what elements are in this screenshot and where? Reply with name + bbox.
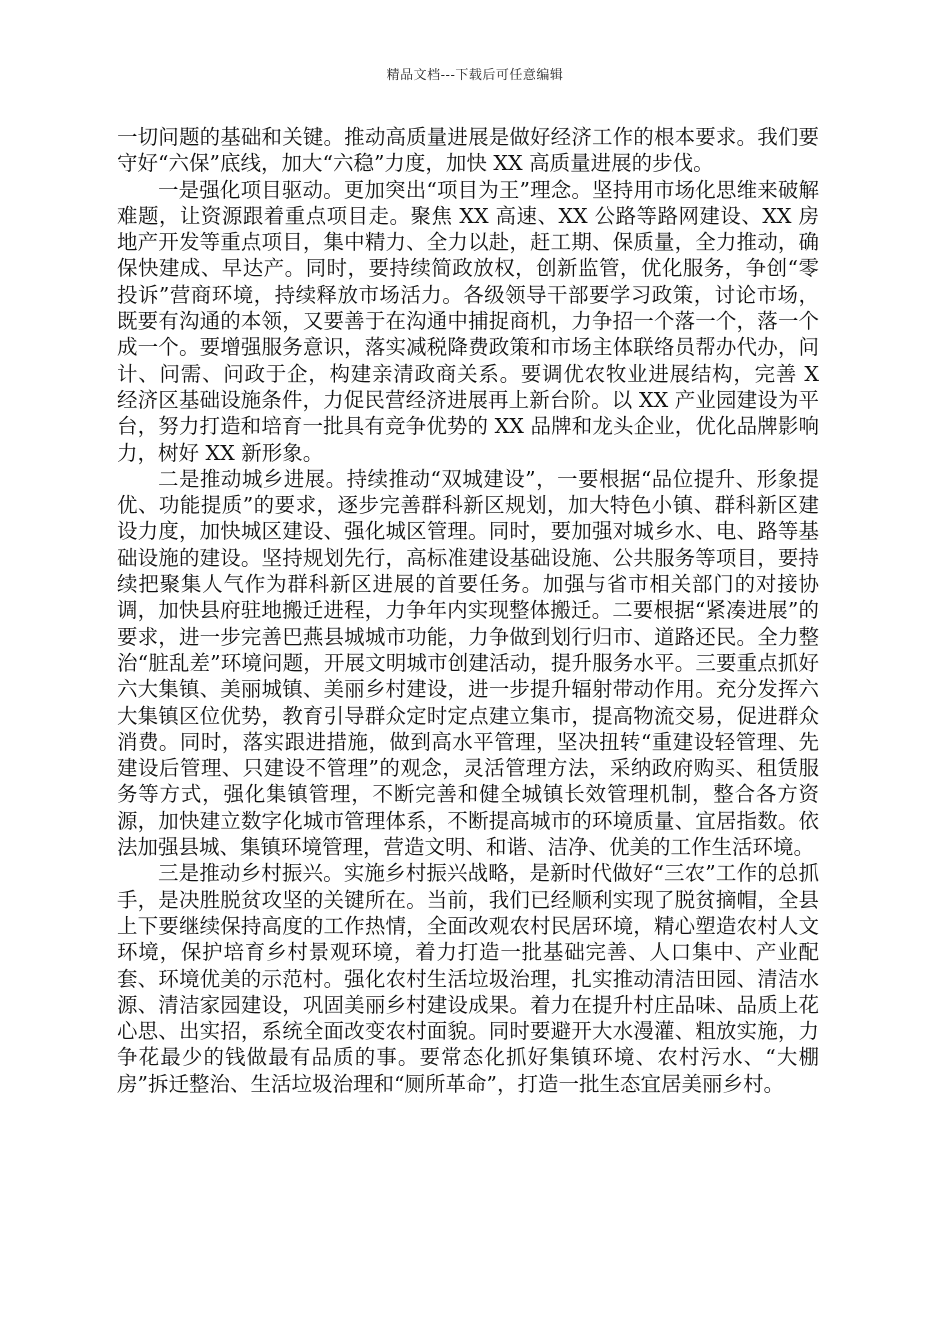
paragraph-rural-revitalization: 三是推动乡村振兴。实施乡村振兴战略，是新时代做好“三农”工作的总抓手，是决胜脱贫攻坚的关键所在。当前，我们已经顺利实现了脱贫摘帽，全县上下要继续保持高度的工作热情，全面改观农村民居环境，精心塑造农村人文环境，保护培育乡村景观环境，着力打造一批基础完善、人口集中、产业配套、环境优美的示范村。强化农村生活垃圾治理，扎实推动清洁田园、清洁水源、清洁家园建设，巩固美丽乡村建设成果。着力在提升村庄品味、品质上花心思、出实招，系统全面改变农村面貌。同时要避开大水漫灌、粗放实施，力争花最少的钱做最有品质的事。要常态化抓好集镇环境、农村污水、“大棚房”拆迁整治、生活垃圾治理和“厕所革命”，打造一批生态宜居美丽乡村。 <box>117 861 819 1096</box>
paragraph-intro: 一切问题的基础和关键。推动高质量进展是做好经济工作的根本要求。我们要守好“六保”底线，加大“六稳”力度，加快 XX 高质量进展的步伐。 <box>117 125 819 176</box>
page-header: 精品文档---下载后可任意编辑 <box>386 68 564 83</box>
document-body <box>117 124 819 1097</box>
paragraph-urban-rural: 二是推动城乡进展。持续推动“双城建设”，一要根据“品位提升、形象提优、功能提质”的要求，逐步完善群科新区规划，加大特色小镇、群科新区建设力度，加快城区建设、强化城区管理。同时，要加强对城乡水、电、路等基础设施的建设。坚持规划先行，高标准建设基础设施、公共服务等项目，要持续把聚集人气作为群科新区进展的首要任务。加强与省市相关部门的对接协调，加快县府驻地搬迁进程，力争年内实现整体搬迁。二要根据“紧凑进展”的要求，进一步完善巴燕县城城市功能，力争做到划行归市、道路还民。全力整治“脏乱差”环境问题，开展文明城市创建活动，提升服务水平。三要重点抓好六大集镇、美丽城镇、美丽乡村建设，进一步提升辐射带动作用。充分发挥六大集镇区位优势，教育引导群众定时定点建立集市，提高物流交易，促进群众消费。同时，落实跟进措施，做到高水平管理，坚决扭转“重建设轻管理、先建设后管理、只建设不管理”的观念，灵活管理方法，采纳政府购买、租赁服务等方式，强化集镇管理，不断完善和健全城镇长效管理机制，整合各方资源，加快建立数字化城市管理体系，不断提高城市的环境质量、宜居指数。依法加强县城、集镇环境管理，营造文明、和谐、洁净、优美的工作生活环境。 <box>117 466 819 860</box>
paragraph-project-driven: 一是强化项目驱动。更加突出“项目为王”理念。坚持用市场化思维来破解难题，让资源跟着重点项目走。聚焦 XX 高速、XX 公路等路网建设、XX 房地产开发等重点项目，集中精力、全力以赴，赶工期、保质量，全力推动，确保快建成、早达产。同时，要持续简政放权，创新监管，优化服务，争创“零投诉”营商环境，持续释放市场活力。各级领导干部要学习政策，讨论市场，既要有沟通的本领，又要善于在沟通中捕捉商机，力争招一个落一个，落一个成一个。要增强服务意识，落实减税降费政策和市场主体联络员帮办代办，问计、问需、问政于企，构建亲清政商关系。要调优农牧业进展结构，完善 X 经济区基础设施条件，力促民营经济进展再上新台阶。以 XX 产业园建设为平台，努力打造和培育一批具有竞争优势的 XX 品牌和龙头企业，优化品牌影响力，树好 XX 新形象。 <box>117 177 819 465</box>
